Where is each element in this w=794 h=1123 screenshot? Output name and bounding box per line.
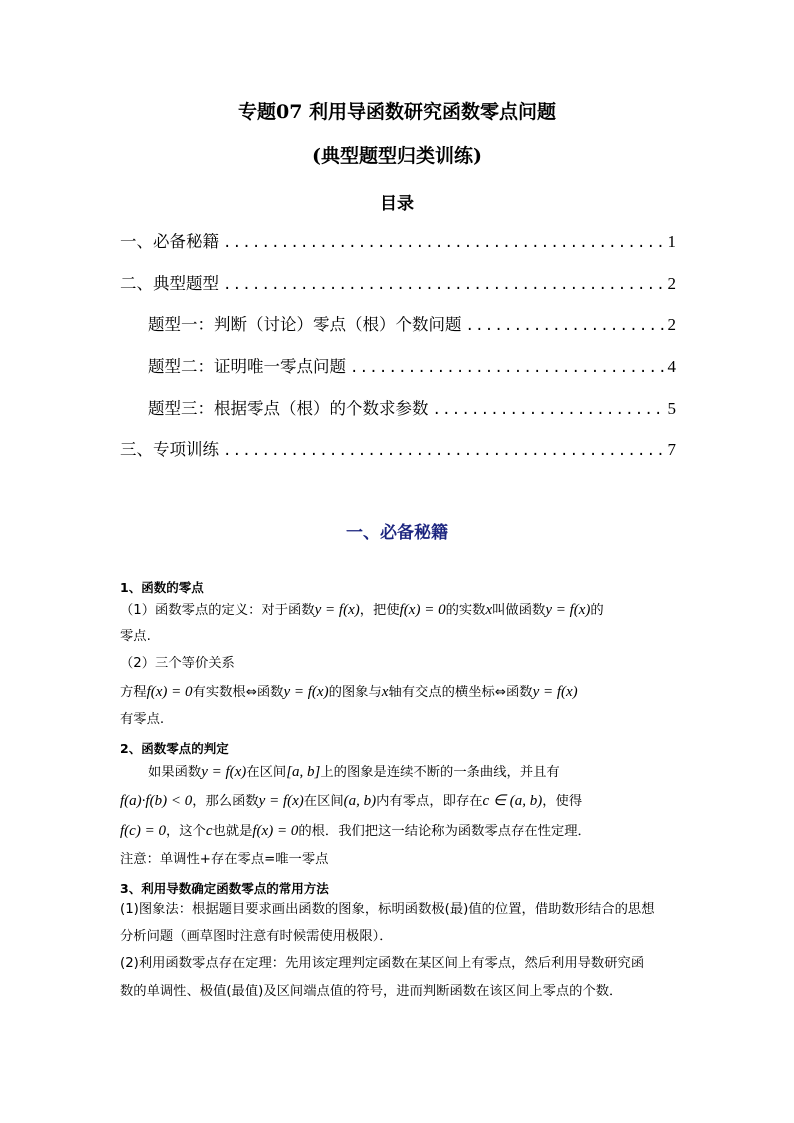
toc-entry-type-3[interactable] xyxy=(148,397,676,421)
math-expression: y = f(x) xyxy=(314,602,360,618)
math-expression: f(x) = 0 xyxy=(399,602,446,618)
text-run: 上的图象是连续不断的一条曲线，并且有 xyxy=(320,765,560,780)
text-run: 叫做函数 xyxy=(492,603,546,618)
paragraph-line xyxy=(120,601,676,620)
paragraph-line: 数的单调性、极值(最值)及区间端点值的符号，进而判断函数在该区间上零点的个数． xyxy=(120,984,623,999)
paragraph-line: 零点. xyxy=(120,629,151,644)
text-run: 的图象与 xyxy=(328,685,382,700)
toc-leader-dots xyxy=(350,356,665,380)
text-run: ，这个 xyxy=(165,824,206,839)
math-expression: f(x) = 0 xyxy=(146,684,193,700)
paragraph-line: 分析问题（画草图时注意有时候需使用极限）． xyxy=(120,929,393,944)
toc-page-number: 2 xyxy=(667,315,676,334)
toc-heading: 目录 xyxy=(380,194,414,214)
math-expression: (a, b) xyxy=(343,793,377,809)
paragraph-line: (1)图象法：根据题目要求画出函数的图象，标明函数极(最)值的位置，借助数形结合的思想 xyxy=(120,902,655,917)
math-expression: c ∈ (a, b) xyxy=(482,793,543,809)
toc-entry-type-2[interactable] xyxy=(148,355,676,379)
text-run: 如果函数 xyxy=(148,765,202,780)
math-expression: f(x) = 0 xyxy=(252,823,299,839)
subsection-title: 3、利用导数确定函数零点的常用方法 xyxy=(120,881,329,896)
note-line: 注意：单调性+存在零点=唯一零点 xyxy=(120,852,329,867)
text-run: 的实数 xyxy=(445,603,486,618)
toc-entry-section-3[interactable] xyxy=(120,438,676,462)
text-run: 也就是 xyxy=(212,824,253,839)
math-expression: y = f(x) xyxy=(283,684,329,700)
toc-page-number: 7 xyxy=(667,440,676,459)
text-run: 方程 xyxy=(120,685,147,700)
text-run: 有实数根⇔函数 xyxy=(192,685,284,700)
page-subtitle: (典型题型归类训练) xyxy=(312,145,482,167)
paragraph-line xyxy=(120,822,676,841)
toc-entry-type-1[interactable] xyxy=(148,313,676,337)
toc-entry-label: 题型二：证明唯一零点问题 xyxy=(148,357,346,376)
text-run: ，那么函数 xyxy=(192,794,259,809)
math-expression: y = f(x) xyxy=(201,764,247,780)
toc-page-number: 2 xyxy=(667,274,676,293)
subsection-title: 2、函数零点的判定 xyxy=(120,741,229,756)
toc-leader-dots xyxy=(223,273,665,297)
subsection-title: 1、函数的零点 xyxy=(120,580,204,595)
math-expression: y = f(x) xyxy=(258,793,304,809)
paragraph-line xyxy=(120,683,676,702)
text-run: 轴有交点的横坐标⇔函数 xyxy=(388,685,533,700)
math-expression: x xyxy=(381,684,389,700)
toc-leader-dots xyxy=(223,231,665,255)
paragraph-line xyxy=(120,792,676,811)
paragraph-line: (2)利用函数零点存在定理：先用该定理判定函数在某区间上有零点，然后利用导数研究函 xyxy=(120,956,645,971)
toc-entry-label: 题型一：判断（讨论）零点（根）个数问题 xyxy=(148,315,462,334)
math-expression: f(c) = 0 xyxy=(120,823,166,839)
text-run: 内有零点，即存在 xyxy=(376,794,483,809)
text-run: 的根．我们把这一结论称为函数零点存在性定理． xyxy=(298,824,591,839)
toc-leader-dots xyxy=(433,398,665,422)
math-expression: c xyxy=(205,823,213,839)
math-expression: y = f(x) xyxy=(545,602,591,618)
toc-page-number: 4 xyxy=(667,357,676,376)
text-run: 在区间 xyxy=(303,794,344,809)
section-heading: 一、必备秘籍 xyxy=(346,523,448,543)
paragraph-line: （2）三个等价关系 xyxy=(120,656,235,671)
text-run: ，把使 xyxy=(359,603,400,618)
text-run: 的 xyxy=(590,603,604,618)
math-expression: [a, b] xyxy=(286,764,321,780)
paragraph-line xyxy=(148,763,676,782)
math-expression: f(a)·f(b) < 0 xyxy=(120,793,193,809)
toc-page-number: 5 xyxy=(667,399,676,418)
text-run: ，使得 xyxy=(542,794,583,809)
text-run: 在区间 xyxy=(246,765,287,780)
text-run: （1）函数零点的定义：对于函数 xyxy=(120,603,315,618)
toc-entry-section-2[interactable] xyxy=(120,272,676,296)
paragraph-line: 有零点. xyxy=(120,712,165,727)
toc-entry-label: 二、典型题型 xyxy=(120,274,219,293)
toc-entry-label: 一、必备秘籍 xyxy=(120,232,219,251)
toc-leader-dots xyxy=(466,314,665,338)
math-expression: y = f(x) xyxy=(532,684,578,700)
toc-page-number: 1 xyxy=(667,232,676,251)
toc-entry-section-1[interactable] xyxy=(120,230,676,254)
math-expression: x xyxy=(485,602,493,618)
toc-entry-label: 题型三：根据零点（根）的个数求参数 xyxy=(148,399,429,418)
toc-entry-label: 三、专项训练 xyxy=(120,440,219,459)
page-title: 专题07 利用导函数研究函数零点问题 xyxy=(237,101,557,123)
toc-leader-dots xyxy=(223,439,665,463)
